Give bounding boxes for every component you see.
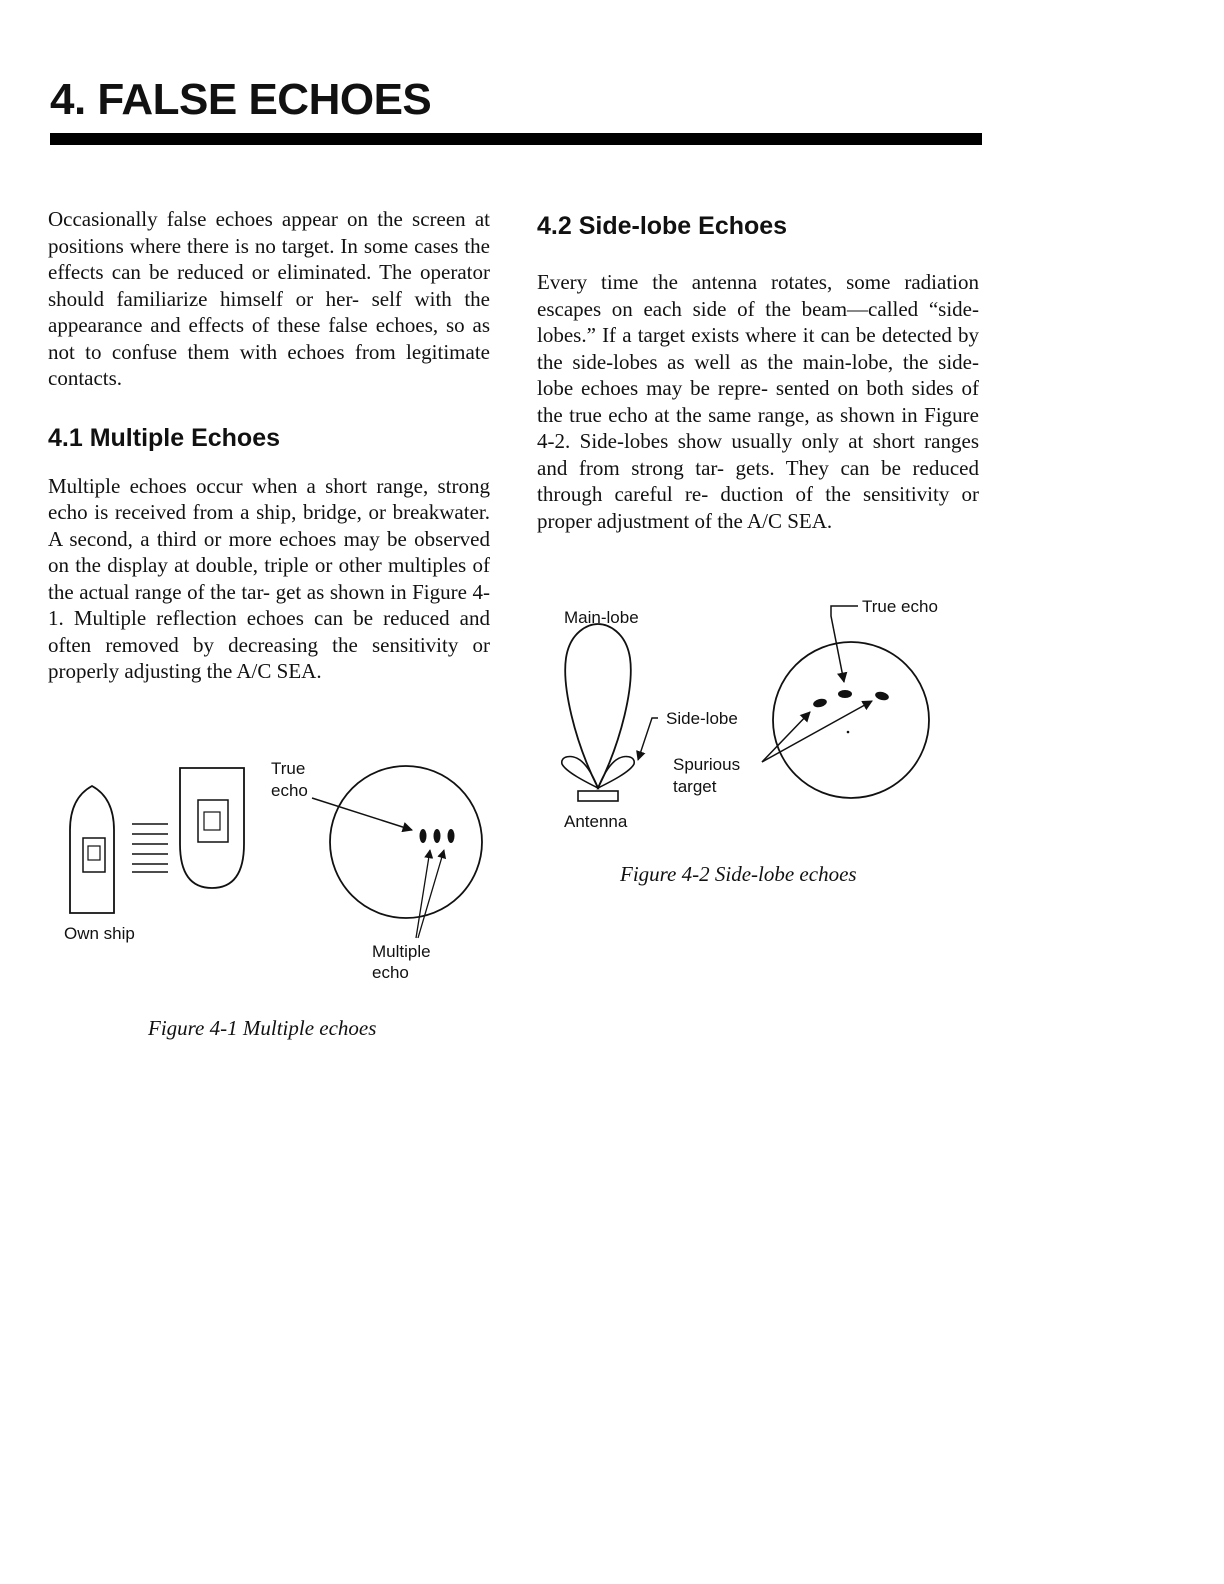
target-ship-icon — [180, 768, 244, 888]
figure-4-1-diagram — [50, 750, 500, 990]
label-own-ship: Own ship — [64, 924, 135, 943]
own-ship-icon — [70, 786, 114, 913]
chapter-title: 4. FALSE ECHOES — [50, 75, 432, 124]
label-multiple-echo-line1: Multiple — [372, 942, 431, 961]
label-spurious-target-line1: Spurious — [673, 755, 741, 774]
intro-paragraph: Occasionally false echoes appear on the screen at positions where there is no target. In some cases the effects can be reduced or eliminated. The operator should familiarize himself or her- self with the appearance and effects of these false echoes, so as not to confuse them with echoes from legitimate contacts. — [48, 207, 490, 390]
label-main-lobe: Main-lobe — [564, 608, 639, 627]
spurious-arrow-icon-2 — [762, 701, 872, 762]
echo-dots-icon — [420, 829, 455, 843]
true-echo-arrow-icon — [312, 798, 412, 830]
right-column — [537, 206, 979, 534]
section-4-2-paragraph: Every time the antenna rotates, some radiation escapes on each side of the beam—called “side-lobes.” If a target exists where it can be detected by the side-lobes as well as the main-lobe, the side-lobe echoes may be repre- sented on both sides of the true echo at the same range, as shown in Figure 4-2. Side-lobes show usually only at short ranges and from strong tar- gets. They can be reduced through careful re- duction of the sensitivity or proper adjustment of the A/C SEA. — [537, 270, 979, 533]
label-multiple-echo-line2: echo — [372, 963, 409, 982]
antenna-icon — [578, 791, 618, 801]
label-side-lobe: Side-lobe — [666, 709, 738, 728]
reflection-arrows-icon — [132, 824, 168, 872]
figure-4-1-caption: Figure 4-1 Multiple echoes — [148, 1016, 377, 1040]
title-rule — [50, 133, 982, 145]
figure-4-1 — [50, 750, 500, 990]
radar-display-icon — [330, 766, 482, 918]
side-lobe-arrow-icon — [638, 718, 658, 760]
side-lobe-right-icon — [598, 757, 634, 788]
radar-display-icon — [773, 642, 929, 798]
label-antenna: Antenna — [564, 812, 628, 831]
figure-4-2 — [548, 590, 968, 835]
echo-dots-icon — [812, 690, 890, 733]
figure-4-2-diagram — [548, 590, 968, 835]
multiple-echo-arrow-icon-2 — [418, 850, 444, 938]
figure-4-2-caption: Figure 4-2 Side-lobe echoes — [620, 862, 857, 886]
section-4-2-heading: 4.2 Side-lobe Echoes — [537, 212, 788, 240]
side-lobe-left-icon — [562, 757, 598, 788]
label-true-echo: True echo — [862, 597, 938, 616]
label-spurious-target-line2: target — [673, 777, 717, 796]
label-true-echo-line2: echo — [271, 781, 308, 800]
section-4-1-paragraph: Multiple echoes occur when a short range, strong echo is received from a ship, bridge, or breakwater. A second, a third or more echoes may be observed on the display at double, triple or other multiples of the actual range of the tar- get as shown in Figure 4-1. Multiple reflection echoes can be reduced and often removed by decreasing the sensitivity or properly adjusting the A/C SEA. — [48, 473, 490, 683]
left-column — [48, 206, 490, 685]
label-true-echo-line1: True — [271, 759, 306, 778]
spurious-arrow-icon — [762, 712, 810, 762]
multiple-echo-arrow-icon — [416, 850, 430, 938]
main-lobe-icon — [565, 624, 631, 788]
section-4-1-heading: 4.1 Multiple Echoes — [48, 423, 281, 452]
